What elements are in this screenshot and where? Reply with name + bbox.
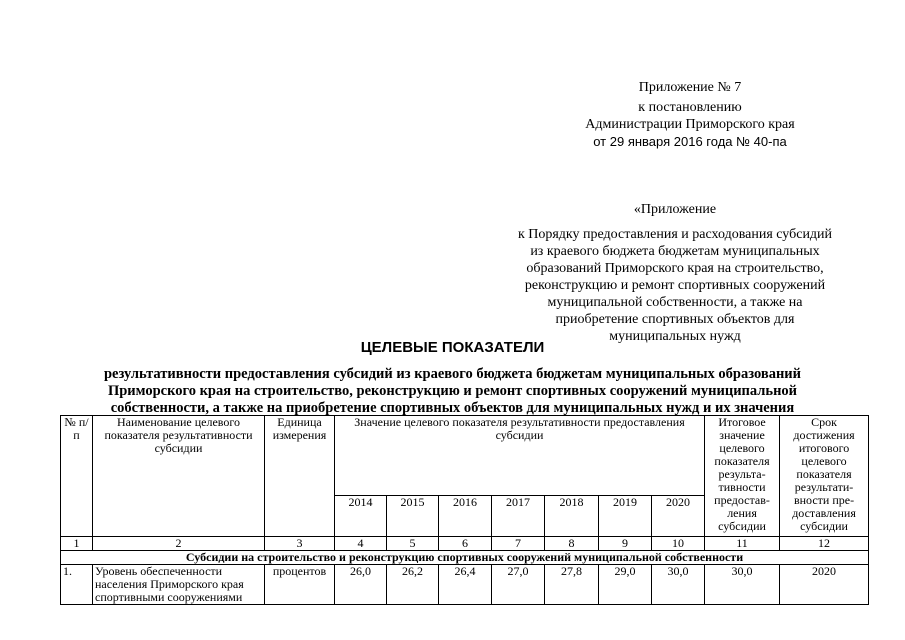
header-unit: Единица измерения [265,416,335,537]
row-deadline: 2020 [780,565,869,605]
column-number: 2 [93,537,265,551]
appendix-block [540,79,840,150]
procedure-heading: «Приложение [633,202,717,217]
row-value: 26,4 [439,565,492,605]
section-title: Субсидии на строительство и реконструкцию спортивных сооружений муниципальной собственности [61,551,869,565]
row-num: 1. [61,565,93,605]
header-year: 2020 [652,495,705,536]
header-deadline: Срок достижения итогового целевого показателя результати-вности пре-доставления субсидии [780,416,869,537]
header-final: Итоговое значение целевого показателя результа-тивности предостав-ления субсидии [705,416,780,537]
column-number: 3 [265,537,335,551]
procedure-block [490,201,860,345]
procedure-line: муниципальных нужд [609,329,741,344]
column-number: 1 [61,537,93,551]
subtitle-line: собственности, а также на приобретение спортивных объектов для муниципальных нужд и их значения [110,400,795,416]
column-number: 7 [492,537,545,551]
subtitle-line: Приморского края на строительство, реконструкцию и ремонт спортивных сооружений муниципальной [107,383,798,399]
header-year: 2017 [492,495,545,536]
header-year: 2018 [545,495,599,536]
row-value: 30,0 [652,565,705,605]
column-number: 4 [335,537,387,551]
header-row [61,416,869,496]
section-row [61,551,869,565]
row-unit: процентов [265,565,335,605]
column-number: 12 [780,537,869,551]
document-subtitle [40,366,865,417]
header-name: Наименование целевого показателя результативности субсидии [93,416,265,537]
column-number: 11 [705,537,780,551]
header-year: 2015 [387,495,439,536]
row-value: 26,2 [387,565,439,605]
column-number: 6 [439,537,492,551]
column-numbers-row [61,537,869,551]
document-title: ЦЕЛЕВЫЕ ПОКАЗАТЕЛИ [360,339,545,356]
header-num: № п/п [61,416,93,537]
row-value: 27,0 [492,565,545,605]
table-row [61,565,869,605]
column-number: 9 [599,537,652,551]
column-number: 10 [652,537,705,551]
procedure-line: из краевого бюджета бюджетам муниципальных [530,244,820,259]
subtitle-line: результативности предоставления субсидий из краевого бюджета бюджетам муниципальных образований [103,366,802,382]
row-final: 30,0 [705,565,780,605]
header-year: 2016 [439,495,492,536]
row-value: 26,0 [335,565,387,605]
column-number: 8 [545,537,599,551]
header-year: 2019 [599,495,652,536]
indicators-table [60,415,869,605]
column-number: 5 [387,537,439,551]
row-name: Уровень обеспеченности населения Приморского края спортивными сооружениями [93,565,265,605]
appendix-date: от 29 января 2016 года № 40-па [593,134,787,149]
appendix-line: к постановлению [638,100,742,115]
procedure-line: муниципальной собственности, а также на [547,295,803,310]
row-value: 29,0 [599,565,652,605]
procedure-line: образований Приморского края на строительство, [526,261,824,276]
procedure-line: к Порядку предоставления и расходования субсидий [517,227,833,242]
procedure-line: приобретение спортивных объектов для [555,312,795,327]
row-value: 27,8 [545,565,599,605]
header-year: 2014 [335,495,387,536]
appendix-number: Приложение № 7 [638,80,742,95]
appendix-line: Администрации Приморского края [585,117,795,132]
procedure-line: реконструкцию и ремонт спортивных сооружений [524,278,826,293]
header-values-group: Значение целевого показателя результативности предоставления субсидии [335,416,705,496]
